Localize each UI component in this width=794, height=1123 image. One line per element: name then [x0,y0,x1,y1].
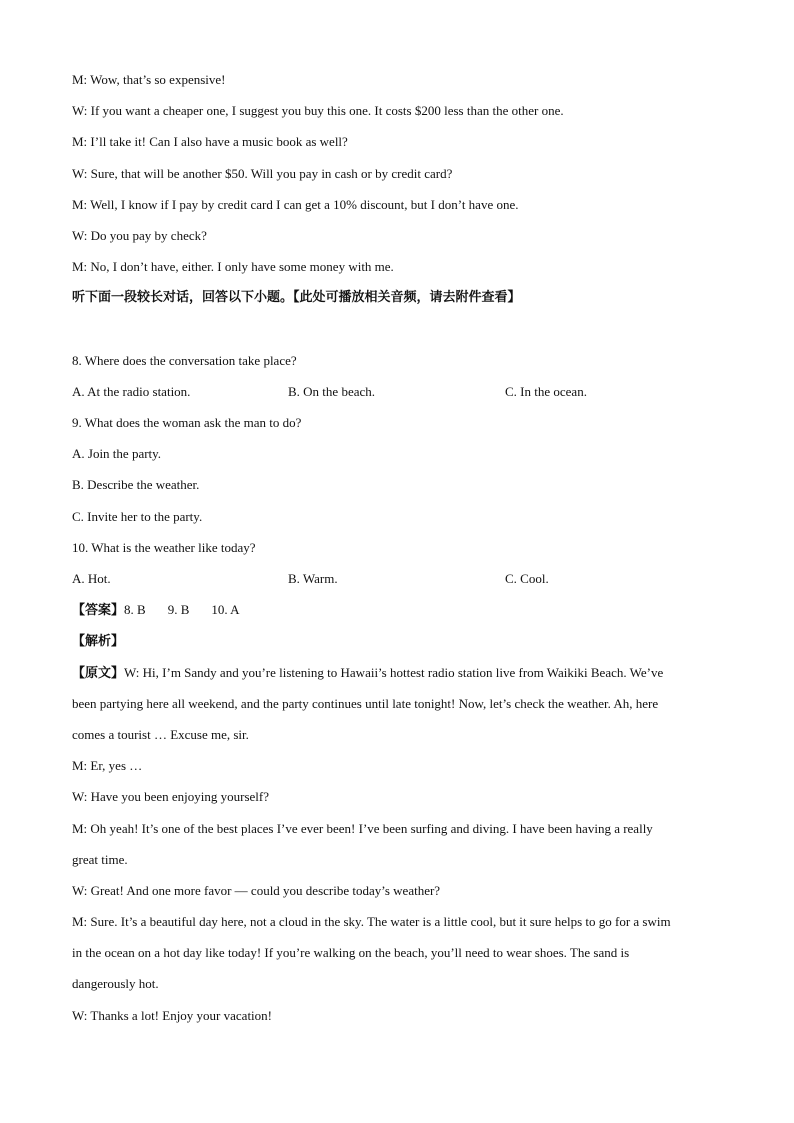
transcript-line: W: Have you been enjoying yourself? [72,789,269,805]
option-b: B. On the beach. [288,383,376,399]
option-a: A. At the radio station. [72,383,191,399]
transcript-text: W: Hi, I’m Sandy and you’re listening to Hawaii’s hottest radio station live from Waikiki Beach. We’ve [124,664,664,680]
question-8-options [72,376,732,407]
answer-value: 9. B [167,602,190,618]
question-9: 9. What does the woman ask the man to do? [72,415,302,431]
document-page [72,64,732,1031]
dialogue-line: M: I’ll take it! Can I also have a music book as well? [72,134,348,150]
transcript-line: M: Oh yeah! It’s one of the best places I’ve ever been! I’ve been surfing and diving. I have been having a really [72,820,653,836]
transcript-line: comes a tourist … Excuse me, sir. [72,726,249,742]
option-c: C. Invite her to the party. [72,508,203,524]
option-a: A. Join the party. [72,446,162,462]
transcript-line: W: Thanks a lot! Enjoy your vacation! [72,1007,273,1023]
transcript-line [72,657,732,688]
transcript-line: been partying here all weekend, and the party continues until late tonight! Now, let’s check the weather. Ah, here [72,695,659,711]
analysis-label: 【解析】 [72,634,125,650]
answer-label: 【答案】 [72,603,125,619]
option-c: C. Cool. [505,571,549,586]
question-10-options [72,563,732,594]
answer-value: 8. B [124,602,146,618]
option-a: A. Hot. [72,571,111,586]
dialogue-line: W: Sure, that will be another $50. Will you pay in cash or by credit card? [72,165,453,181]
option-c: C. In the ocean. [505,383,587,399]
transcript-line: in the ocean on a hot day like today! If you’re walking on the beach, you’ll need to wear shoes. The sand is [72,945,630,961]
dialogue-line: M: Well, I know if I pay by credit card I can get a 10% discount, but I don’t have one. [72,196,519,212]
question-8: 8. Where does the conversation take place? [72,352,297,368]
option-b: B. Describe the weather. [72,477,200,493]
transcript-label: 【原文】 [72,665,125,681]
transcript-line: M: Sure. It’s a beautiful day here, not a cloud in the sky. The water is a little cool, but it sure helps to go for a swim [72,914,671,930]
option-b: B. Warm. [288,571,338,586]
question-10: 10. What is the weather like today? [72,539,256,555]
spacer [72,314,732,345]
transcript-line: W: Great! And one more favor — could you describe today’s weather? [72,882,441,898]
answer-value: 10. A [211,602,240,618]
dialogue-line: M: Wow, that’s so expensive! [72,72,226,87]
section-instruction: 听下面一段较长对话，回答以下小题。【此处可播放相关音频，请去附件查看】 [72,290,521,306]
dialogue-line: W: Do you pay by check? [72,227,207,243]
transcript-line: great time. [72,851,128,867]
transcript-line: dangerously hot. [72,976,159,992]
dialogue-line: M: No, I don’t have, either. I only have some money with me. [72,259,394,275]
answer-line [72,594,732,625]
transcript-line: M: Er, yes … [72,758,143,774]
dialogue-line: W: If you want a cheaper one, I suggest you buy this one. It costs $200 less than the other one. [72,103,564,119]
analysis-line [72,625,732,656]
